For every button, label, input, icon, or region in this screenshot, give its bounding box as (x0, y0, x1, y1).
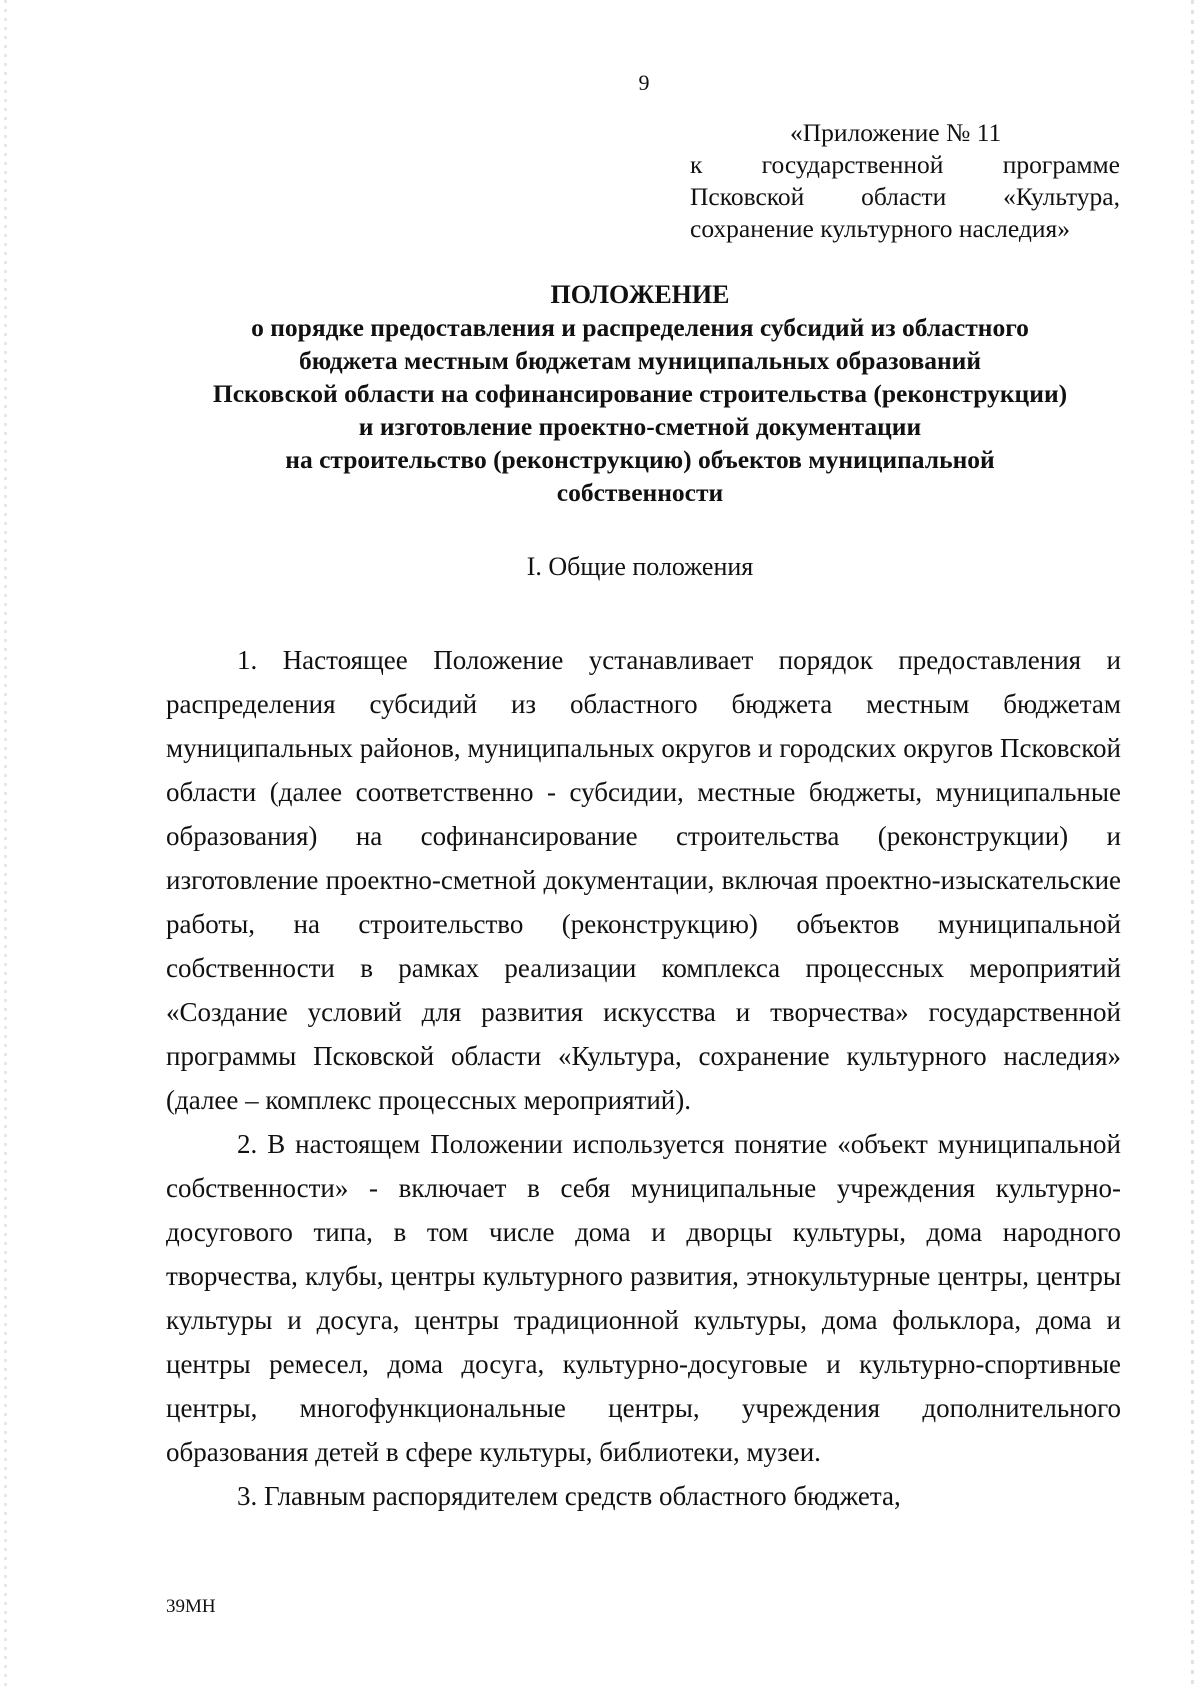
title-line-2: бюджета местным бюджетам муниципальных образований (298, 346, 982, 375)
section-heading: I. Общие положения (526, 552, 754, 581)
page-number: 9 (638, 70, 650, 95)
appendix-line-3: Псковской области «Культура, (690, 182, 1120, 211)
paragraph-3: 3. Главным распорядителем средств областного бюджета, (237, 1481, 901, 1511)
appendix-line-4: сохранение культурного наследия» (690, 214, 1070, 243)
title-line-3: Псковской области на софинансирование строительства (реконструкции) (212, 379, 1068, 408)
appendix-reference (690, 117, 1120, 245)
scan-edge-left (4, 0, 7, 1686)
paragraph-2: 2. В настоящем Положении используется понятие «объект муниципальной собственности» - включает в себя муниципальные учреждения культурно-досугового типа, в том числе дома и дворцы культуры, дома народного творчества, клубы, центры культурного развития, этнокультурные центры, центры культуры и досуга, центры традиционной культуры, дома фольклора, дома и центры ремесел, дома досуга, культурно-досуговые и культурно-спортивные центры, многофункциональные центры, учреждения дополнительного образования детей в сфере культуры, библиотеки, музеи. (166, 1129, 1121, 1467)
title-line-1: о порядке предоставления и распределения субсидий из областного (251, 313, 1029, 342)
appendix-line-1: «Приложение № 11 (790, 118, 1002, 147)
title-line-5: на строительство (реконструкцию) объектов муниципальной (285, 445, 995, 474)
title-main: ПОЛОЖЕНИЕ (550, 280, 730, 309)
paragraph-1: 1. Настоящее Положение устанавливает порядок предоставления и распределения субсидий из областного бюджета местным бюджетам муниципальных районов, муниципальных округов и городских округов Псковской области (далее соответственно - субсидии, местные бюджеты, муниципальные образования) на софинансирование строительства (реконструкции) и изготовление проектно-сметной документации, включая проектно-изыскательские работы, на строительство (реконструкцию) объектов муниципальной собственности в рамках реализации комплекса процессных мероприятий «Создание условий для развития искусства и творчества» государственной программы Псковской области «Культура, сохранение культурного наследия» (далее – комплекс процессных мероприятий). (166, 645, 1121, 1115)
footer-code: 39МН (166, 1596, 216, 1617)
appendix-line-2: к государственной программе (690, 150, 1120, 179)
body-text (166, 638, 1121, 1518)
document-title (140, 278, 1140, 509)
title-line-4: и изготовление проектно-сметной документации (358, 412, 922, 441)
scan-edge-right (1191, 0, 1194, 1686)
title-line-6: собственности (556, 478, 724, 507)
